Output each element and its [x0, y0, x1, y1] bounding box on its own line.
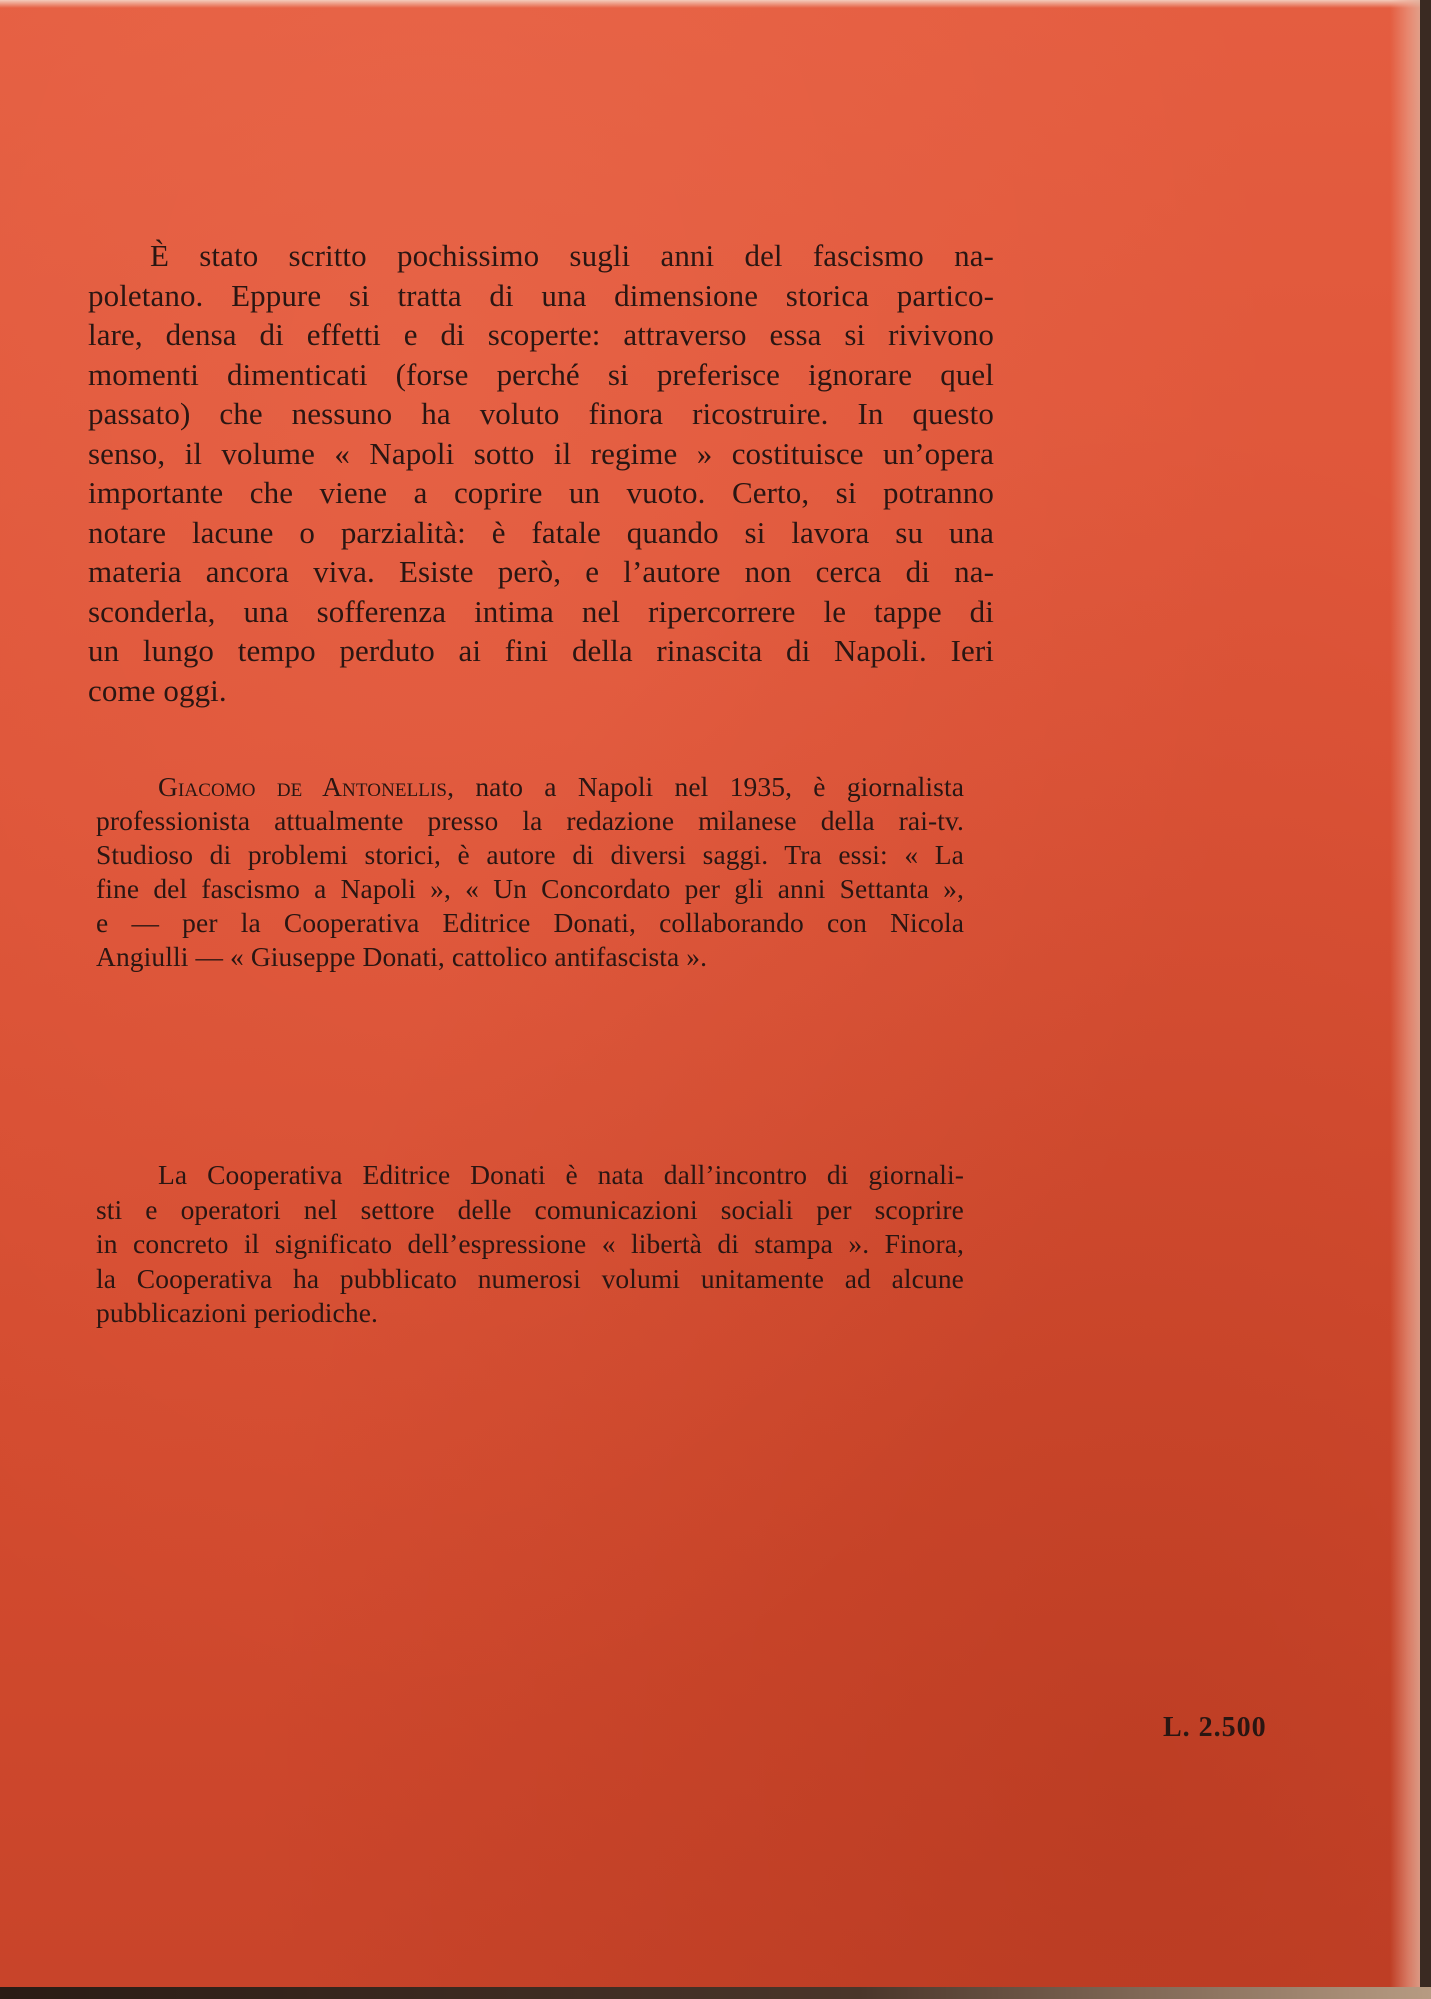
blurb-line: un lungo tempo perduto ai fini della rinascita di Napoli. Ieri — [88, 633, 994, 668]
publisher-note-line: la Cooperativa ha pubblicato numerosi volumi unitamente ad alcune — [96, 1262, 964, 1294]
publisher-note-line: in concreto il significato dell’espressione « libertà di stampa ». Finora, — [96, 1228, 964, 1259]
bottom-shadow-strip — [0, 1987, 1431, 1999]
author-bio-line-text: professionista attualmente presso la redazione milanese della rai-tv. — [96, 805, 964, 836]
author-bio-line: fine del fascismo a Napoli », « Un Concordato per gli anni Settanta », — [96, 873, 964, 904]
publisher-note-line: pubblicazioni periodiche. — [96, 1297, 378, 1328]
blurb-line: passato) che nessuno ha voluto finora ricostruire. In questo — [88, 396, 994, 431]
blurb-line: senso, il volume « Napoli sotto il regime » costituisce un’opera — [88, 435, 994, 471]
author-bio-paragraph — [96, 770, 964, 974]
author-bio-line: , nato a Napoli nel 1935, è giornalista — [447, 771, 965, 802]
blurb-line: come oggi. — [88, 672, 227, 708]
blurb-line: lare, densa di effetti e di scoperte: attraverso essa si rivivono — [88, 317, 994, 352]
cover-right-edge — [1390, 0, 1420, 1990]
author-bio-line: Studioso di problemi storici, è autore di diversi saggi. Tra essi: « La — [96, 839, 964, 870]
cover-top-edge — [0, 0, 1420, 8]
blurb-line: poletano. Eppure si tratta di una dimensione storica partico- — [88, 277, 994, 313]
author-bio-first-line — [96, 770, 964, 804]
author-bio-line: Angiulli — « Giuseppe Donati, cattolico antifascista ». — [96, 941, 708, 972]
blurb-line: notare lacune o parzialità: è fatale quando si lavora su una — [88, 514, 994, 550]
author-bio-line — [96, 804, 964, 838]
author-bio-line: e — per la Cooperativa Editrice Donati, collaborando con Nicola — [96, 907, 964, 938]
blurb-line: È stato scritto pochissimo sugli anni del fascismo na- — [150, 238, 994, 273]
author-name: Giacomo de Antonellis — [158, 771, 448, 802]
price-label: L. 2.500 — [1163, 1712, 1267, 1743]
blurb-line: momenti dimenticati (forse perché si preferisce ignorare quel — [88, 356, 994, 392]
publisher-note-paragraph — [96, 1158, 964, 1331]
publisher-note-line: La Cooperativa Editrice Donati è nata dall’incontro di giornali- — [158, 1159, 964, 1190]
blurb-line: materia ancora viva. Esiste però, e l’autore non cerca di na- — [88, 554, 994, 589]
blurb-paragraph — [88, 236, 994, 710]
blurb-line: importante che viene a coprire un vuoto. Certo, si potranno — [88, 475, 994, 510]
blurb-line: sconderla, una sofferenza intima nel ripercorrere le tappe di — [88, 593, 994, 629]
publisher-note-line: sti e operatori nel settore delle comunicazioni sociali per scoprire — [96, 1193, 964, 1225]
